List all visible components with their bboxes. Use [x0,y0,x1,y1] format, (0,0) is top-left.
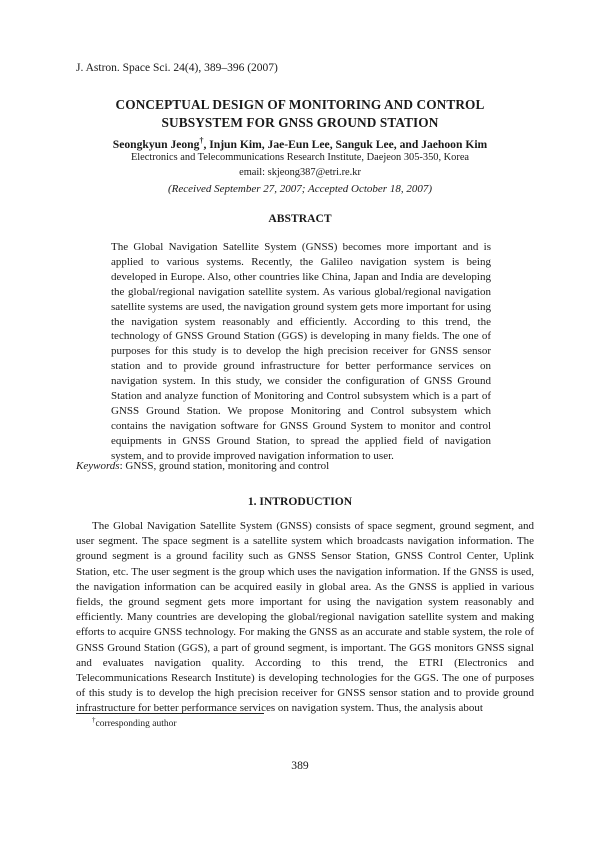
page-number: 389 [291,759,309,772]
paper-title-line-2: SUBSYSTEM FOR GNSS GROUND STATION [161,115,439,130]
footnote-divider [76,713,264,714]
journal-reference: J. Astron. Space Sci. 24(4), 389–396 (2007) [76,62,278,74]
author-email: email: skjeong387@etri.re.kr [239,167,361,178]
first-author: Seongkyun Jeong [112,137,200,151]
received-dates: (Received September 27, 2007; Accepted October 18, 2007) [167,183,432,195]
keywords-label: Keywords [76,460,120,472]
abstract-text: The Global Navigation Satellite System (GNSS) becomes more important and is applied to various systems. Recently, the Galileo navigation system is being developed in Europe. Also, other countries like China, Japan and India are developing the global/regional navigation satellite system. As various global/regional navigation satellite systems are used, the navigation ground system gets more important for using the navigation system reasonably and efficiently. According to this trend, the technology of GNSS Ground Station (GGS) is developing in many fields. The one of purposes for this study is to develop the high precision receiver for GNSS sensor station and to provide ground infrastructure for better performance services on navigation system. In this study, we consider the configuration of GNSS Ground Station and analyze function of Monitoring and Control subsystem which is a part of GNSS Ground Station. We propose Monitoring and Control subsystem which contains the navigation software for GNSS Ground System to monitor and control equipments in GNSS Ground Station, to spread the applied field of navigation system, and to provide improved navigation information to user. [111,241,491,462]
abstract-heading: ABSTRACT [268,212,332,225]
author-list [60,136,540,151]
other-authors: , Injun Kim, Jae-Eun Lee, Sanguk Lee, and Jaehoon Kim [203,137,488,151]
footnote-text: corresponding author [95,719,177,730]
corresponding-author-mark: † [199,136,204,145]
footnote-mark: † [92,716,96,724]
affiliation: Electronics and Telecommunications Research Institute, Daejeon 305-350, Korea [130,152,470,163]
paper-title-line-1: CONCEPTUAL DESIGN OF MONITORING AND CONTROL [115,97,485,112]
keywords-line [76,460,536,472]
footnote [92,716,177,729]
introduction-heading: 1. INTRODUCTION [247,495,353,508]
introduction-text: The Global Navigation Satellite System (GNSS) consists of space segment, ground segment, and user segment. The space segment is a satellite system which broadcasts navigation information. The ground segment is a ground facility such as GNSS Sensor Station, GNSS Control Center, Uplink Station, etc. The user segment is the group which uses the navigation information. If the GNSS is used, the navigation information can be acquired easily in global area. As the GNSS is applied in various fields, the ground segment gets more important for using the navigation system reasonably and efficiently. Many countries are developing the global/regional navigation satellite system and making efforts to acquire GNSS technology. For making the GNSS as an accurate and stable system, the role of GNSS Ground Station (GGS), a part of ground segment, is important. The GGS monitors GNSS signal and evaluates navigation quality. According to this trend, the ETRI (Electronics and Telecommunications Research Institute) is developing technologies for the GGS. The one of purposes of this study is to develop the high precision receiver for GNSS sensor station and to provide ground infrastructure for better performance services on navigation system. Thus, the analysis about [76,520,534,715]
keywords-text: : GNSS, ground station, monitoring and control [119,460,330,472]
